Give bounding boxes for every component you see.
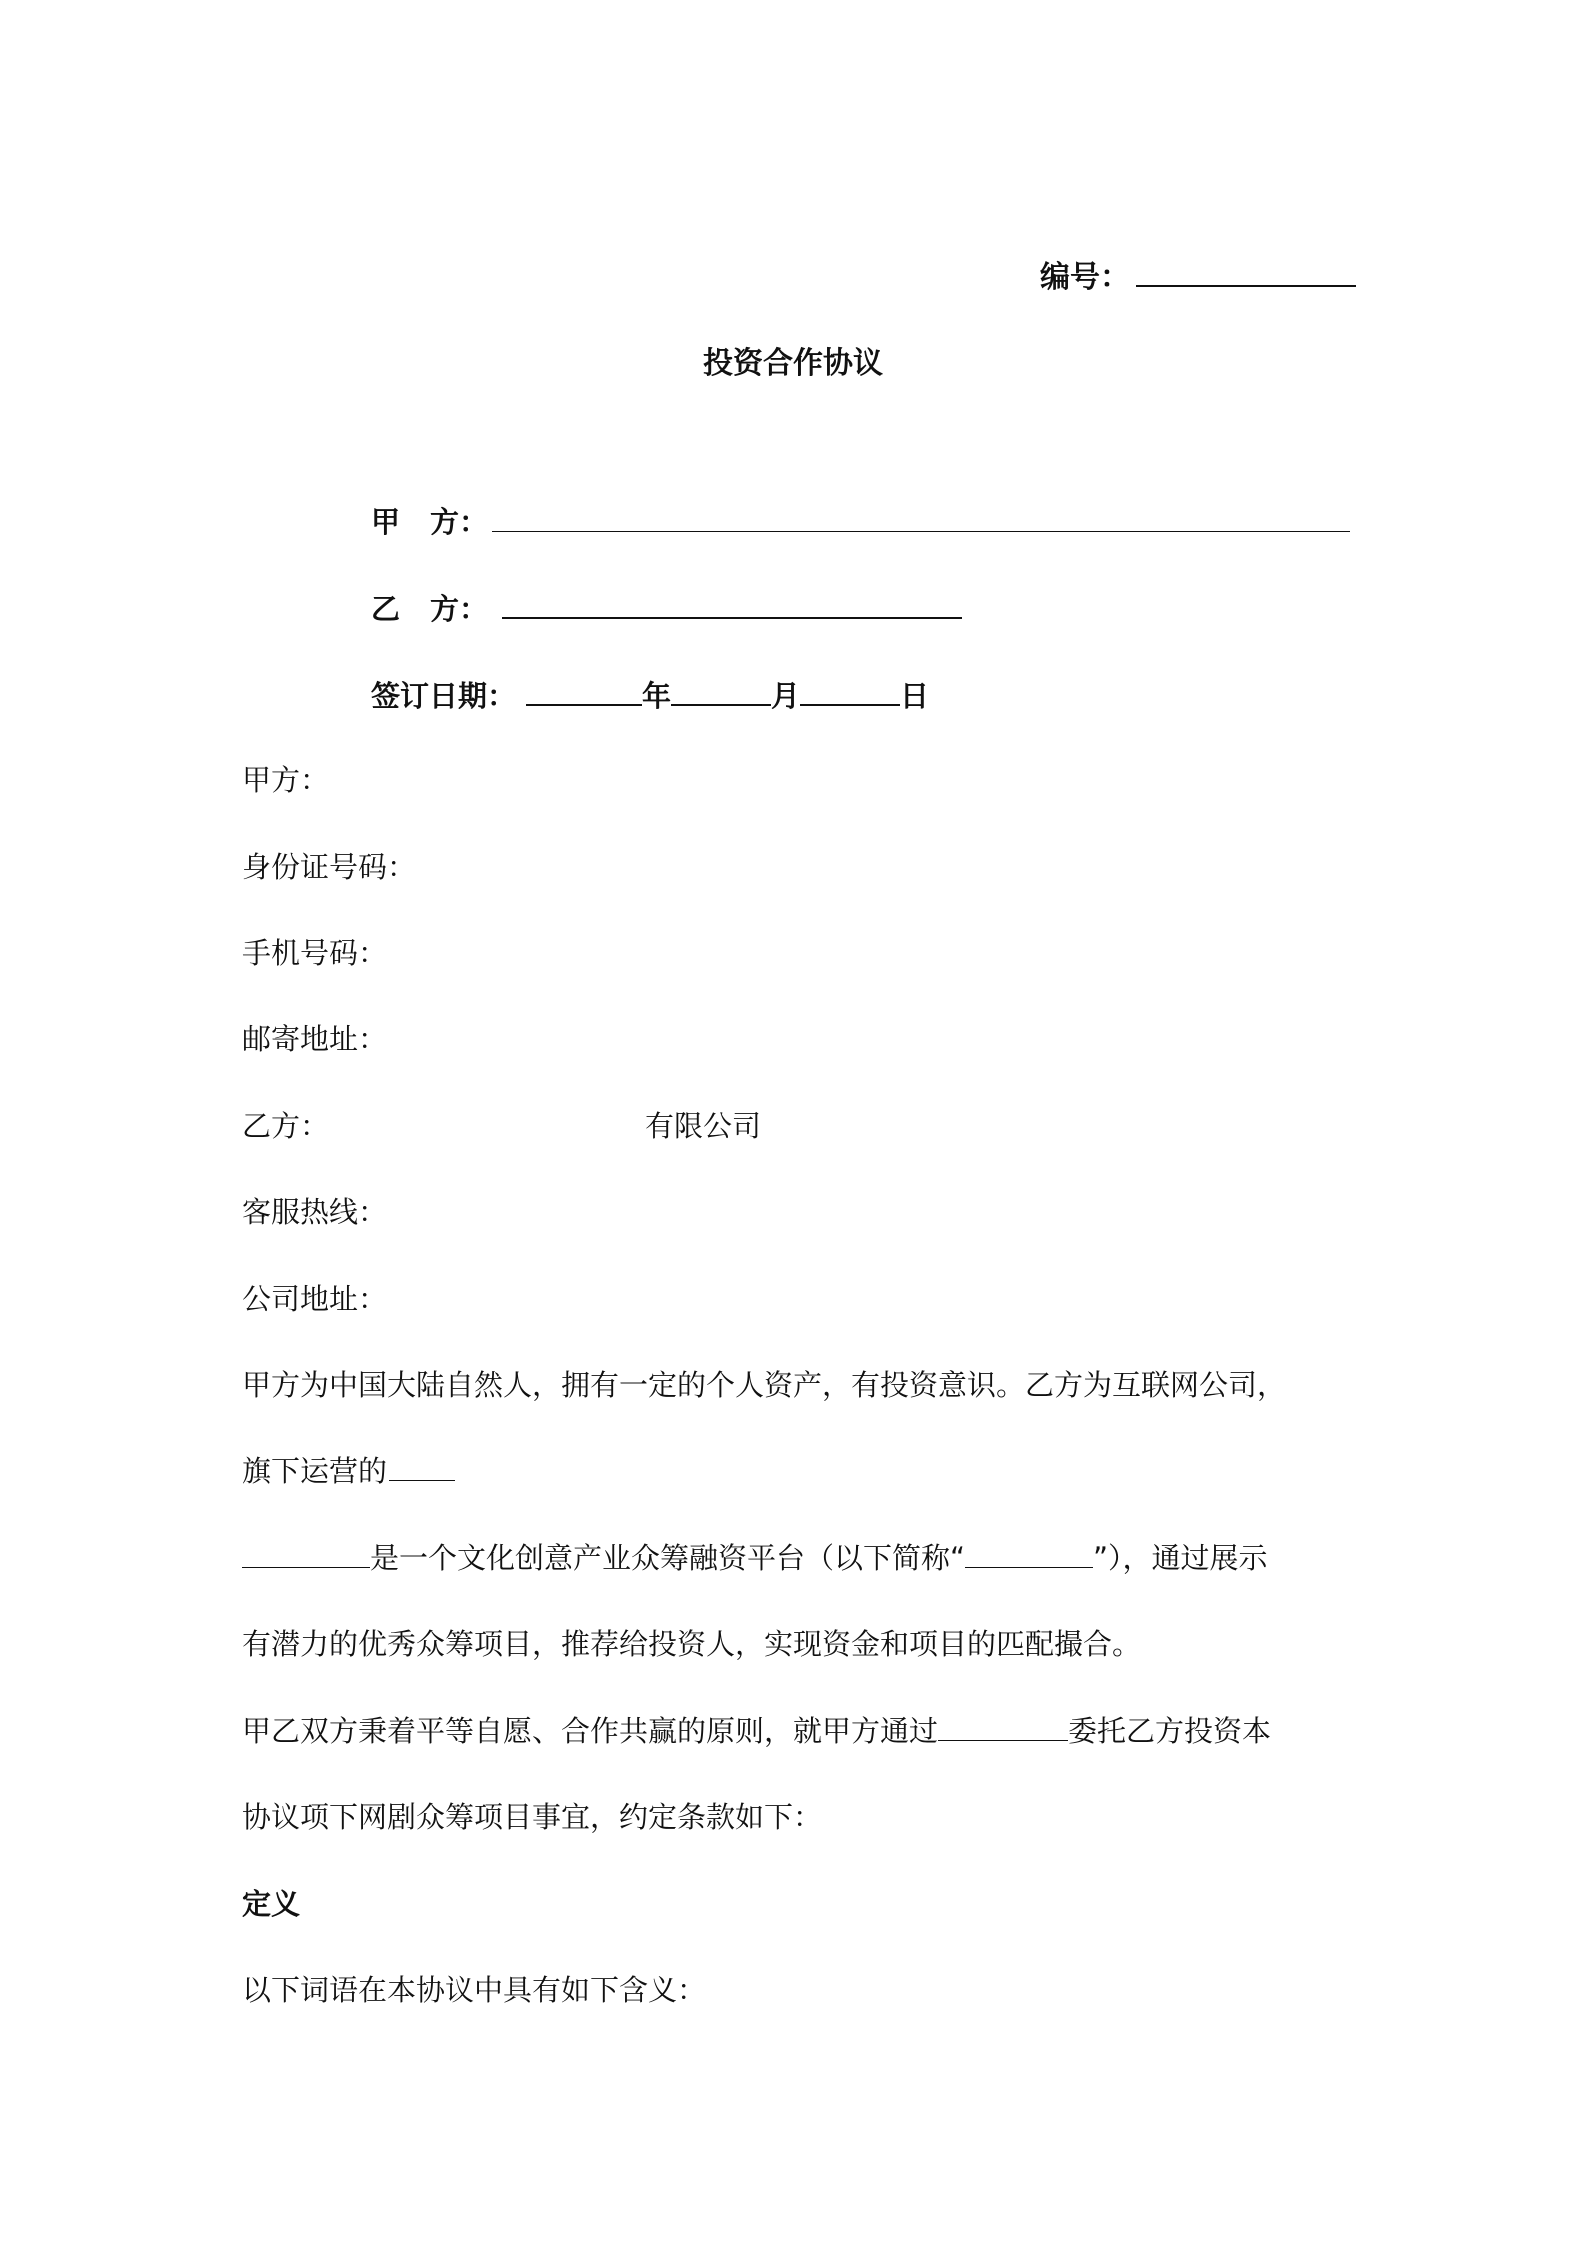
cover-party-b-label-2: 方： xyxy=(430,592,489,626)
paragraph-1-line-1: 甲方为中国大陆自然人，拥有一定的个人资产，有投资意识。乙方为互联网公司， xyxy=(242,1368,1287,1402)
platform-name-blank xyxy=(389,1454,455,1481)
paragraph-1-line-2 xyxy=(242,1451,455,1491)
party-a-name-line: 甲方： xyxy=(242,763,330,797)
definition-heading: 定义 xyxy=(242,1887,301,1921)
paragraph-2-line-1 xyxy=(242,1711,1271,1751)
cover-party-a-line xyxy=(371,502,1350,542)
cover-party-b-label: 乙 xyxy=(371,592,401,626)
party-b-name-label: 乙方： xyxy=(242,1109,330,1143)
paragraph-2-line-1-text-b: 委托乙方投资本 xyxy=(1068,1714,1272,1748)
signing-date-line xyxy=(371,676,929,716)
paragraph-1-line-3-text-b: ”），通过展示 xyxy=(1093,1541,1268,1575)
paragraph-2-line-1-text-a: 甲乙双方秉着平等自愿、合作共赢的原则，就甲方通过 xyxy=(242,1714,939,1748)
document-title: 投资合作协议 xyxy=(703,346,883,381)
party-b-address-line: 公司地址： xyxy=(242,1282,388,1316)
paragraph-1-line-3 xyxy=(242,1538,1268,1578)
month-blank xyxy=(671,678,771,706)
definition-intro: 以下词语在本协议中具有如下含义： xyxy=(242,1973,707,2007)
cover-party-a-blank xyxy=(492,505,1350,532)
short-name-blank xyxy=(965,1541,1093,1568)
platform-blank-2 xyxy=(242,1541,370,1568)
cover-party-a-label: 甲 xyxy=(371,505,401,539)
day-label: 日 xyxy=(900,679,930,713)
contract-number-line xyxy=(1040,258,1356,298)
signing-date-label: 签订日期： xyxy=(371,679,517,713)
cover-party-a-label-2: 方： xyxy=(430,505,489,539)
month-label: 月 xyxy=(771,679,801,713)
contract-number-label: 编号： xyxy=(1040,260,1130,295)
paragraph-2-line-2: 协议项下网剧众筹项目事宜，约定条款如下： xyxy=(242,1800,823,1834)
party-a-phone-line: 手机号码： xyxy=(242,936,388,970)
paragraph-1-line-2-text: 旗下运营的 xyxy=(242,1454,388,1488)
channel-blank xyxy=(938,1714,1068,1741)
party-b-name-line xyxy=(242,1106,761,1146)
contract-number-blank xyxy=(1136,259,1356,287)
year-label: 年 xyxy=(642,679,672,713)
party-b-company-suffix: 有限公司 xyxy=(645,1109,762,1143)
cover-party-b-blank xyxy=(502,591,962,619)
party-a-id-line: 身份证号码： xyxy=(242,850,417,884)
day-blank xyxy=(800,678,900,706)
cover-party-b-line xyxy=(371,589,962,629)
party-a-address-line: 邮寄地址： xyxy=(242,1022,388,1056)
paragraph-1-line-4: 有潜力的优秀众筹项目，推荐给投资人，实现资金和项目的匹配撮合。 xyxy=(242,1627,1142,1661)
paragraph-1-line-3-text-a: 是一个文化创意产业众筹融资平台（以下简称“ xyxy=(370,1541,966,1575)
year-blank xyxy=(526,678,642,706)
party-b-hotline-line: 客服热线： xyxy=(242,1195,388,1229)
